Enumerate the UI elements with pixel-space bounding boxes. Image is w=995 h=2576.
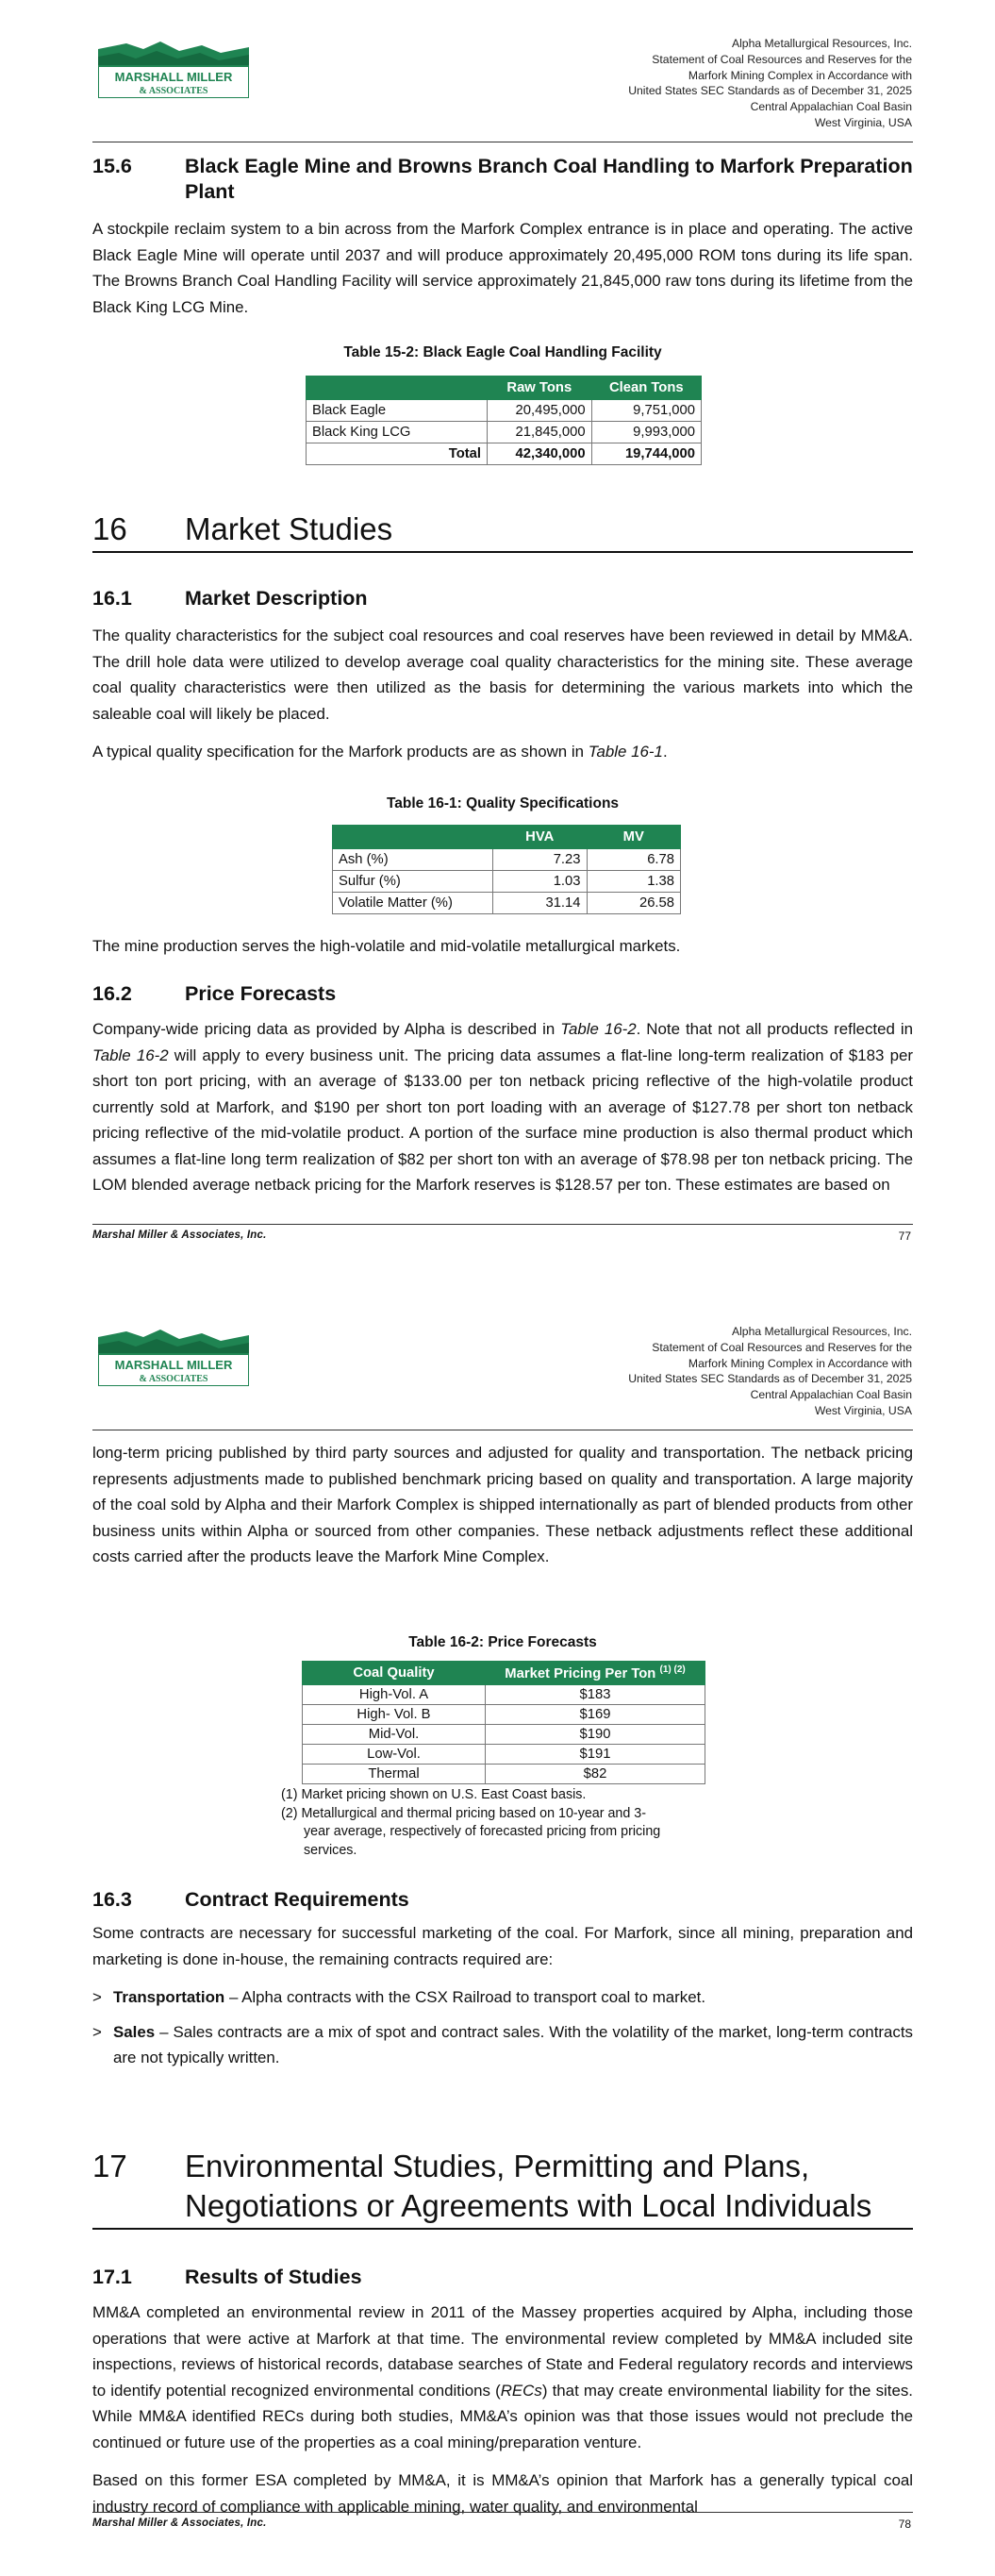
header-line-4: United States SEC Standards as of December 31, 2025 <box>628 84 912 98</box>
header-line-5: Central Appalachian Coal Basin <box>750 100 912 114</box>
paragraph: Some contracts are necessary for successful marketing of the coal. For Marfork, since all mining, preparation and marketing is done in-house, the remaining contracts required are: <box>92 1924 913 1968</box>
header-line-3: Marfork Mining Complex in Accordance with <box>688 1356 912 1370</box>
table-note: (1) Market pricing shown on U.S. East Coast basis. <box>281 1787 587 1802</box>
header-company: Alpha Metallurgical Resources, Inc. <box>731 37 912 50</box>
table-15-2 <box>306 376 702 465</box>
logo-bottom-text: & ASSOCIATES <box>139 86 208 96</box>
header-line-2: Statement of Coal Resources and Reserves for the <box>652 1340 912 1354</box>
page-78 <box>0 1288 995 2576</box>
paragraph: The quality characteristics for the subject coal resources and coal reserves have been reviewed in detail by MM&A. The drill hole data were utilized to develop average coal quality characteristics for the mining site. These average coal quality characteristics were then utilized as the basis for determining the various markets into which the saleable coal will likely be placed. <box>92 627 913 723</box>
header-line-2: Statement of Coal Resources and Reserves for the <box>652 52 912 66</box>
logo-top-text: MARSHALL MILLER <box>114 70 233 84</box>
paragraph-continuation <box>92 1440 913 1570</box>
table-row: Black King LCG 21,845,000 9,993,000 <box>307 422 702 443</box>
header-company: Alpha Metallurgical Resources, Inc. <box>731 1325 912 1338</box>
table-row: Sulfur (%) 1.03 1.38 <box>333 871 681 893</box>
section-16-2 <box>92 981 913 1198</box>
section-17 <box>92 2147 913 2230</box>
header-line-5: Central Appalachian Coal Basin <box>750 1388 912 1402</box>
paragraph: A stockpile reclaim system to a bin across from the Marfork Complex entrance is in place and operating. The active Black Eagle Mine will operate until 2037 and will produce approximately 20,495,000 ROM tons during its life span. The Browns Branch Coal Handling Facility will service approximately 21,845,000 raw tons during its lifetime from the Black King LCG Mine. <box>92 220 913 316</box>
section-15-6 <box>92 154 913 320</box>
header-line-6: West Virginia, USA <box>814 115 912 129</box>
header-line-6: West Virginia, USA <box>814 1403 912 1417</box>
section-heading: 16.3 Contract Requirements <box>92 1888 409 1911</box>
chapter-heading: 16 Market Studies <box>92 510 913 553</box>
table-row: Ash (%) 7.23 6.78 <box>333 849 681 871</box>
page-number: 78 <box>898 2517 911 2531</box>
table-16-1 <box>332 825 681 914</box>
table-row: Black Eagle 20,495,000 9,751,000 <box>307 400 702 422</box>
table-reference: Table 16-2 <box>92 1045 169 1064</box>
table-caption: Table 16-1: Quality Specifications <box>386 795 620 811</box>
footer-divider <box>92 1224 913 1225</box>
section-heading: 17.1 Results of Studies <box>92 2266 362 2288</box>
document-header <box>516 1324 912 1419</box>
paragraph-mine-production <box>92 933 913 960</box>
section-16-3 <box>92 1887 913 2071</box>
table-header-row: HVA MV <box>333 826 681 849</box>
paragraph: Company-wide pricing data as provided by Alpha is described in Table 16-2. Note that not all products reflected in Table 16-2 will apply to every business unit. The pricing data assumes a flat-line long-term realization of $183 per short ton port pricing, with an average of $133.00 per ton netback pricing reflective of the high-volatile product currently sold at Marfork, and $190 per short ton port loading with an average of $127.78 per short ton netback pricing reflective of the mid-volatile product. A portion of the surface mine production is also thermal product which assumes a flat-line long term realization of $82 per short ton with an average of $78.98 per ton netback pricing. The LOM blended average netback pricing for the Marfork reserves is $128.57 per ton. These estimates are based on <box>92 1020 913 1194</box>
table-caption: Table 16-2: Price Forecasts <box>408 1634 597 1650</box>
list-item: > Transportation – Alpha contracts with the CSX Railroad to transport coal to market. <box>92 1988 706 2006</box>
table-row: Volatile Matter (%) 31.14 26.58 <box>333 893 681 914</box>
table-header-row: Coal Quality Market Pricing Per Ton $^{(1) (2)}$ <box>303 1662 705 1685</box>
paragraph: long-term pricing published by third party sources and adjusted for quality and transportation. The netback pricing represents adjustments made to published benchmark pricing based on quality and transportation. A large majority of the coal sold by Alpha and their Marfork Complex is shipped internationally as part of blended products from other business units within Alpha or sourced from other companies. These netback adjustments reflect these additional costs carried after the products leave the Marfork Mine Complex. <box>92 1444 913 1565</box>
paragraph: A typical quality specification for the Marfork products are as shown in Table 16-1. <box>92 743 668 761</box>
footer-company: Marshal Miller & Associates, Inc. <box>92 1229 267 1241</box>
footer-company: Marshal Miller & Associates, Inc. <box>92 2517 267 2529</box>
paragraph: MM&A completed an environmental review in 2011 of the Massey properties acquired by Alpha, including those operations that were active at Marfork at that time. The environmental review completed by MM&A included site inspections, reviews of historical records, database searches of State and Federal regulatory records and interviews to identify potential recognized environmental conditions (RECs) that may create environmental liability for the sites. While MM&A identified RECs during both studies, MM&A’s opinion was that those issues would not preclude the continued or future use of the properties as a coal mining/preparation venture. <box>92 2303 913 2451</box>
section-title: Contract Requirements <box>185 1888 409 1911</box>
paragraph: Based on this former ESA completed by MM&A, it is MM&A’s opinion that Marfork has a generally typical coal industry record of compliance with applicable mining, water quality, and environmental <box>92 2471 913 2516</box>
table-row: High-Vol. A $183 <box>303 1685 705 1705</box>
section-16-1 <box>92 586 913 765</box>
table-caption: Table 15-2: Black Eagle Coal Handling Facility <box>343 344 662 360</box>
table-15-2-block <box>92 343 913 465</box>
section-heading: 16.1 Market Description <box>92 587 368 610</box>
marshall-miller-logo <box>98 40 249 98</box>
section-17-1 <box>92 2265 913 2519</box>
section-title: Price Forecasts <box>185 982 337 1005</box>
page-number: 77 <box>898 1229 911 1243</box>
table-total-row: Total 42,340,000 19,744,000 <box>307 443 702 465</box>
list-item: > Sales – Sales contracts are a mix of spot and contract sales. With the volatility of the market, long-term contracts are not typically written. <box>92 2022 913 2066</box>
logo-top-text: MARSHALL MILLER <box>114 1358 233 1372</box>
table-16-1-block <box>92 795 913 914</box>
table-reference: Table 16-1 <box>588 743 663 761</box>
header-line-3: Marfork Mining Complex in Accordance with <box>688 68 912 82</box>
table-row: High- Vol. B $169 <box>303 1705 705 1725</box>
chapter-title: Environmental Studies, Permitting and Plans, Negotiations or Agreements with Local Individuals <box>185 2149 872 2223</box>
logo-bottom-text: & ASSOCIATES <box>139 1374 208 1384</box>
table-notes: (1) Market pricing shown on U.S. East Coast basis. (2) Metallurgical and thermal pricing based on 10-year and 3- year average, respectively of forecasted pricing from pricing services. <box>281 1786 715 1860</box>
chapter-title: Market Studies <box>185 511 393 546</box>
table-reference: Table 16-2 <box>560 1020 637 1038</box>
section-heading: 16.2 Price Forecasts <box>92 982 337 1005</box>
table-16-2 <box>302 1661 705 1784</box>
table-row: Mid-Vol. $190 <box>303 1725 705 1745</box>
marshall-miller-logo <box>98 1328 249 1386</box>
section-title: Results of Studies <box>185 2266 362 2288</box>
table-16-2-block <box>92 1633 913 1860</box>
section-16 <box>92 510 913 553</box>
table-note: (2) Metallurgical and thermal pricing based on 10-year and 3- <box>281 1805 647 1821</box>
section-title: Black Eagle Mine and Browns Branch Coal Handling to Marfork Preparation Plant <box>185 155 913 203</box>
section-title: Market Description <box>185 587 368 610</box>
document-header <box>516 36 912 131</box>
section-heading: 15.6 Black Eagle Mine and Browns Branch Coal Handling to Marfork Preparation Plant <box>92 155 913 203</box>
chapter-heading: 17 Environmental Studies, Permitting and Plans, Negotiations or Agreements with Local Individuals <box>92 2147 913 2230</box>
footer-divider <box>92 2512 913 2513</box>
paragraph: The mine production serves the high-volatile and mid-volatile metallurgical markets. <box>92 937 681 955</box>
table-row: Low-Vol. $191 <box>303 1745 705 1765</box>
table-row: Thermal $82 <box>303 1765 705 1784</box>
table-header-row: Raw Tons Clean Tons <box>307 376 702 400</box>
header-line-4: United States SEC Standards as of December 31, 2025 <box>628 1372 912 1386</box>
